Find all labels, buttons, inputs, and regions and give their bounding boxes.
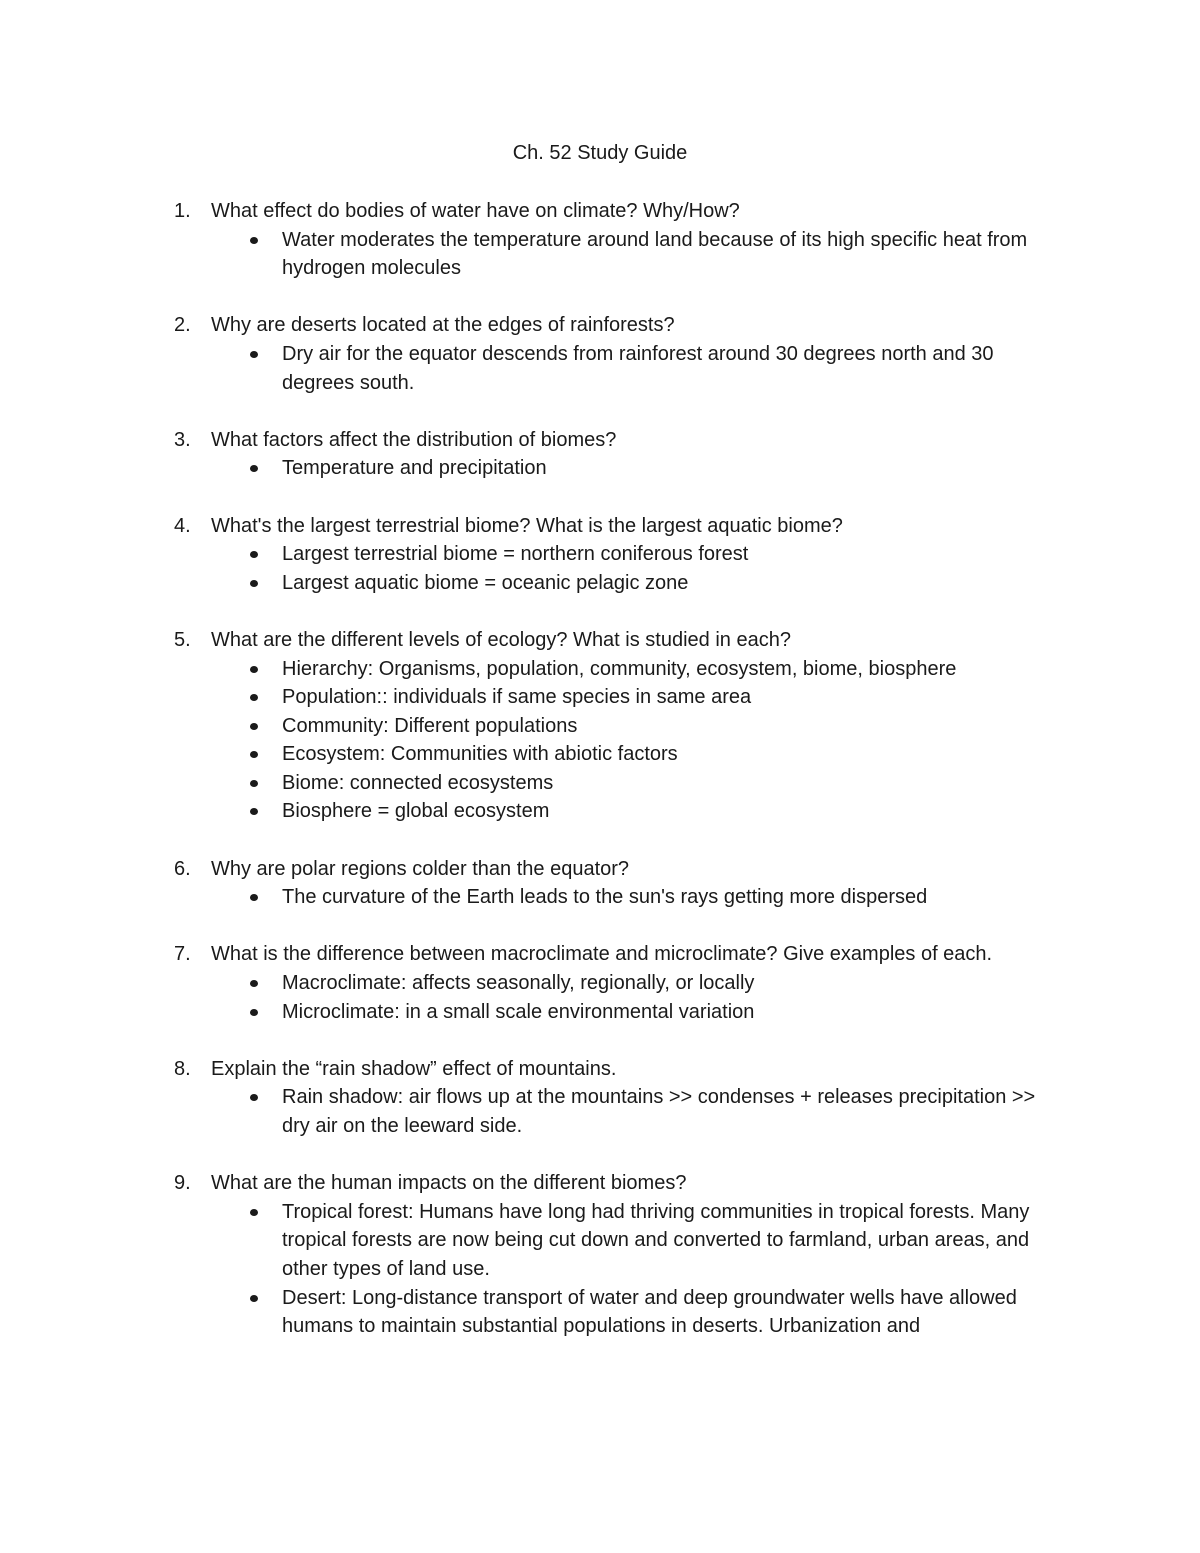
- answer-list: [0, 226, 1200, 283]
- question-text: What are the different levels of ecology? What is studied in each?: [211, 628, 791, 651]
- bullet-icon: [250, 351, 258, 358]
- question-number: 3.: [174, 428, 191, 451]
- question-text: Why are deserts located at the edges of rainforests?: [211, 314, 675, 337]
- question-list: [0, 197, 1200, 1369]
- question-line: [0, 940, 1200, 969]
- question-item: [0, 311, 1200, 397]
- question-text: Why are polar regions colder than the equator?: [211, 857, 630, 880]
- bullet-icon: [250, 980, 258, 987]
- bullet-icon: [250, 694, 258, 701]
- answer-text: Biome: connected ecosystems: [282, 771, 554, 794]
- question-number: 2.: [174, 314, 191, 337]
- bullet-icon: [250, 894, 258, 901]
- answer-item: [0, 1083, 1200, 1140]
- question-text: What effect do bodies of water have on climate? Why/How?: [211, 200, 740, 222]
- answer-item: [0, 1198, 1200, 1284]
- answer-item: [0, 683, 1200, 712]
- question-item: [0, 940, 1200, 1026]
- answer-item: [0, 797, 1200, 826]
- answer-list: [0, 883, 1200, 912]
- question-line: [0, 512, 1200, 541]
- question-number: 4.: [174, 514, 191, 537]
- answer-text: Hierarchy: Organisms, population, community, ecosystem, biome, biosphere: [282, 657, 957, 680]
- answer-text: Largest aquatic biome = oceanic pelagic zone: [282, 571, 689, 594]
- bullet-icon: [250, 808, 258, 815]
- question-text: What are the human impacts on the different biomes?: [211, 1172, 687, 1195]
- question-line: [0, 1055, 1200, 1084]
- question-number: 6.: [174, 857, 191, 880]
- bullet-icon: [250, 1009, 258, 1016]
- question-line: [0, 197, 1200, 226]
- question-line: [0, 311, 1200, 340]
- answer-list: [0, 1198, 1200, 1341]
- answer-item: [0, 226, 1200, 283]
- question-text: What factors affect the distribution of biomes?: [211, 428, 617, 451]
- answer-text: Population:: individuals if same species in same area: [282, 686, 752, 709]
- bullet-icon: [250, 666, 258, 673]
- bullet-icon: [250, 580, 258, 587]
- question-item: [0, 855, 1200, 912]
- question-item: [0, 512, 1200, 598]
- answer-text: Ecosystem: Communities with abiotic factors: [282, 743, 678, 766]
- question-item: [0, 626, 1200, 826]
- answer-list: [0, 454, 1200, 483]
- bullet-icon: [250, 465, 258, 472]
- answer-item: [0, 540, 1200, 569]
- bullet-icon: [250, 780, 258, 787]
- bullet-icon: [250, 237, 258, 244]
- bullet-icon: [250, 751, 258, 758]
- answer-text: Rain shadow: air flows up at the mountains >> condenses + releases precipitation >> dry air on the leeward side.: [282, 1086, 1036, 1137]
- question-item: [0, 1169, 1200, 1341]
- question-text: What's the largest terrestrial biome? What is the largest aquatic biome?: [211, 514, 843, 537]
- answer-text: Temperature and precipitation: [282, 457, 547, 480]
- answer-text: Biosphere = global ecosystem: [282, 800, 550, 823]
- answer-item: [0, 740, 1200, 769]
- answer-item: [0, 655, 1200, 684]
- bullet-icon: [250, 551, 258, 558]
- answer-item: [0, 969, 1200, 998]
- question-line: [0, 855, 1200, 884]
- answer-list: [0, 540, 1200, 597]
- question-number: 7.: [174, 943, 191, 966]
- answer-text: Water moderates the temperature around land because of its high specific heat from hydrogen molecules: [282, 228, 1028, 280]
- bullet-icon: [250, 1094, 258, 1101]
- question-number: 9.: [174, 1172, 191, 1195]
- question-line: [0, 1169, 1200, 1198]
- question-number: 5.: [174, 628, 191, 651]
- answer-text: Macroclimate: affects seasonally, regionally, or locally: [282, 972, 755, 995]
- answer-item: [0, 569, 1200, 598]
- answer-item: [0, 454, 1200, 483]
- answer-item: [0, 769, 1200, 798]
- bullet-icon: [250, 1295, 258, 1302]
- question-text: What is the difference between macroclimate and microclimate? Give examples of each.: [211, 943, 993, 966]
- answer-item: [0, 1284, 1200, 1341]
- bullet-icon: [250, 723, 258, 730]
- question-line: [0, 426, 1200, 455]
- answer-text: The curvature of the Earth leads to the sun's rays getting more dispersed: [282, 886, 928, 909]
- answer-text: Largest terrestrial biome = northern coniferous forest: [282, 543, 749, 566]
- answer-text: Community: Different populations: [282, 714, 578, 737]
- question-item: [0, 197, 1200, 283]
- answer-text: Tropical forest: Humans have long had thriving communities in tropical forests. Many tropical forests are now being cut down and converted to farmland, urban areas, and other types of land use.: [282, 1200, 1030, 1280]
- page-title: Ch. 52 Study Guide: [512, 142, 688, 164]
- question-number: 8.: [174, 1057, 191, 1080]
- question-line: [0, 626, 1200, 655]
- question-item: [0, 426, 1200, 483]
- question-item: [0, 1055, 1200, 1141]
- answer-list: [0, 340, 1200, 397]
- answer-item: [0, 340, 1200, 397]
- bullet-icon: [250, 1209, 258, 1216]
- answer-text: Microclimate: in a small scale environmental variation: [282, 1000, 755, 1023]
- question-text: Explain the “rain shadow” effect of mountains.: [211, 1057, 617, 1080]
- question-number: 1.: [174, 200, 191, 222]
- answer-list: [0, 655, 1200, 827]
- answer-text: Desert: Long-distance transport of water and deep groundwater wells have allowed humans to maintain substantial populations in deserts. Urbanization and: [282, 1286, 1017, 1338]
- answer-list: [0, 1083, 1200, 1140]
- answer-text: Dry air for the equator descends from rainforest around 30 degrees north and 30 degrees south.: [282, 342, 994, 394]
- answer-item: [0, 712, 1200, 741]
- answer-item: [0, 883, 1200, 912]
- answer-item: [0, 998, 1200, 1027]
- answer-list: [0, 969, 1200, 1026]
